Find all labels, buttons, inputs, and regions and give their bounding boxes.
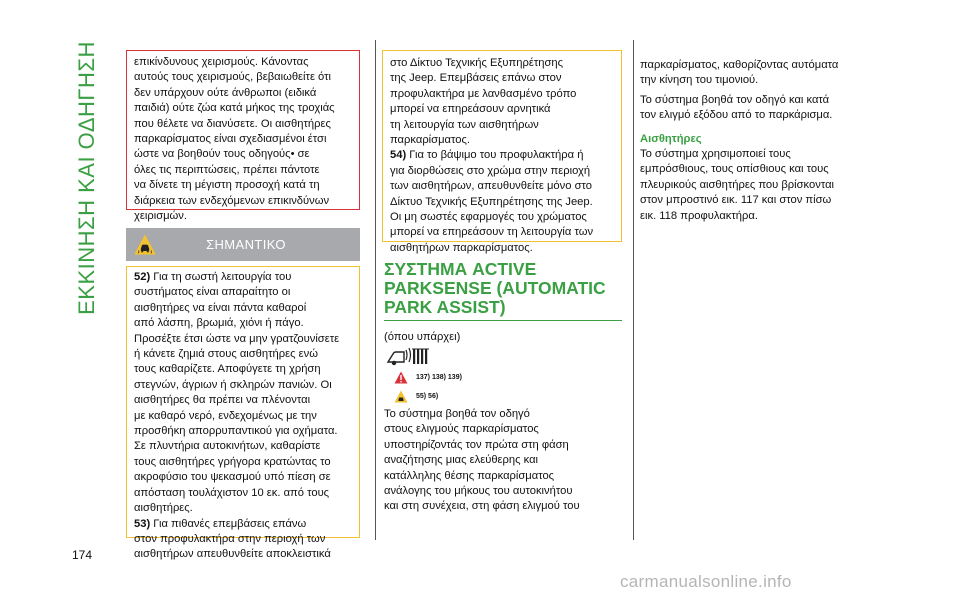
note-box-2 bbox=[382, 50, 622, 254]
note-52: 52) Για τη σωστή λειτουργία του συστήματος είναι απαραίτητο οι αισθητήρες να είναι πάντα καθαροί από λάσπη, βρωμιά, χιόνι ή πάγο. Προσέξτε έτσι ώστε να μην γρατζουνίσετε ή κάνετε ζημιά στους αισθητήρες ενώ τους καθαρίζετε. Αποφύγετε τη χρήση στεγνών, άγριων ή σκληρών πανιών. Οι αισθητήρες θα πρέπει να πλένονται με καθαρό νερό, ενδεχομένως με την προσθήκη απορρυπαντικού για οχήματα. Σε πλυντήρια αυτοκινήτων, καθαρίστε τους αισθητήρες γρήγορα κρατώντας το ακροφύσιο του ψεκασμού υπό πίεση σε απόσταση τουλάχιστον 10 εκ. από τους αισθητήρες. bbox=[134, 271, 340, 515]
chapter-title-strip bbox=[70, 36, 104, 320]
parking-sensor-car-icon bbox=[386, 346, 432, 368]
car-skid-warning-icon bbox=[134, 234, 156, 256]
note-53: 53) Για πιθανές επεμβάσεις επάνω στον προφυλακτήρα στην περιοχή των αισθητήρων απευθυνθείτε αποκλειστικά bbox=[134, 517, 331, 561]
note-ref-54: 54) bbox=[390, 149, 407, 162]
warning-refs: 137) 138) 139) bbox=[416, 374, 462, 381]
warning-triangle-icon bbox=[394, 371, 408, 384]
chapter-title: ΕΚΚΙΝΗΣΗ ΚΑΙ ΟΔΗΓΗΣΗ bbox=[74, 41, 99, 315]
sensors-subheading: Αισθητήρες bbox=[640, 132, 702, 145]
note-54: 54) Για το βάψιμο του προφυλακτήρα ή για διορθώσεις στο χρώμα στην περιοχή των αισθητήρων, απευθυνθείτε μόνο στο Δίκτυο Τεχνικής Εξυπηρέτησης της Jeep. Οι μη σωστές εφαρμογές του χρώματος μπορεί να επηρεάσουν τη λειτουργία των αισθητήρων παρκαρίσματος. bbox=[390, 149, 594, 254]
page-number: 174 bbox=[72, 548, 93, 562]
note-ref-52: 52) bbox=[134, 271, 151, 283]
note-box-1 bbox=[126, 266, 360, 561]
warning-box bbox=[126, 50, 360, 223]
section-rule bbox=[384, 320, 622, 321]
watermark: carmanualsonline.info bbox=[620, 572, 792, 591]
system-intro bbox=[384, 407, 624, 515]
column-3 bbox=[640, 58, 890, 224]
para-sensors: Το σύστημα χρησιμοποιεί τους εμπρόσθιους, τους οπίσθιους και τους πλευρικούς αισθητήρες που βρίσκονται στον μπροστινό εικ. 117 και στον πίσω εικ. 118 προφυλακτήρα. bbox=[640, 148, 835, 222]
column-divider-1 bbox=[375, 40, 376, 540]
caution-triangle-icon bbox=[394, 390, 408, 403]
important-banner bbox=[126, 228, 360, 261]
note-ref-53: 53) bbox=[134, 517, 151, 530]
column-divider-2 bbox=[633, 40, 634, 540]
availability-note: (όπου υπάρχει) bbox=[384, 331, 461, 343]
para-exit-assist: Το σύστημα βοηθά τον οδηγό και κατά τον ελιγμό εξόδου από το παρκάρισμα. bbox=[640, 93, 833, 122]
banner-label: ΣΗΜΑΝΤΙΚΟ bbox=[206, 237, 286, 252]
para-continued: παρκαρίσματος, καθορίζοντας αυτόματα την κίνηση του τιμονιού. bbox=[640, 59, 839, 87]
section-title: ΣΥΣΤΗΜΑ ACTIVE PARKSENSE (AUTOMATIC PARK ASSIST) bbox=[384, 259, 606, 317]
note-53-continued: στο Δίκτυο Τεχνικής Εξυπηρέτησης της Jeep. Επεμβάσεις επάνω στον προφυλακτήρα με λανθασμένο τρόπο μπορεί να επηρεάσουν αρνητικά τη λειτουργία των αισθητήρων παρκαρίσματος. bbox=[390, 57, 577, 147]
caution-refs-row bbox=[394, 390, 438, 403]
caution-refs: 55) 56) bbox=[416, 393, 439, 400]
warning-text: επικίνδυνους χειρισμούς. Κάνοντας αυτούς τους χειρισμούς, βεβαιωθείτε ότι δεν υπάρχουν ούτε άνθρωποι (ειδικά παιδιά) ούτε ζώα κατά μήκος της τροχιάς που θέλετε να διανύσετε. Οι αισθητήρες παρκαρίσματος είναι σχεδιασμένοι έτσι ώστε να βοηθούν τους οδηγούς• σε όλες τις περιπτώσεις, πρέπει πάντοτε να δίνετε τη μέγιστη προσοχή κατά τη διάρκεια των ενδεχόμενων επικινδύνων χειρισμών. bbox=[134, 56, 335, 223]
warning-refs-row bbox=[394, 371, 462, 384]
system-intro-text: Το σύστημα βοηθά τον οδηγό στους ελιγμούς παρκαρίσματος υποστηρίζοντάς τον πρώτα στη φάση αναζήτησης μιας ελεύθερης και κατάλληλης θέσης παρκαρίσματος ανάλογης του μήκους του αυτοκινήτου και στη συνέχεια, στη φάση ελιγμού του bbox=[384, 408, 580, 513]
